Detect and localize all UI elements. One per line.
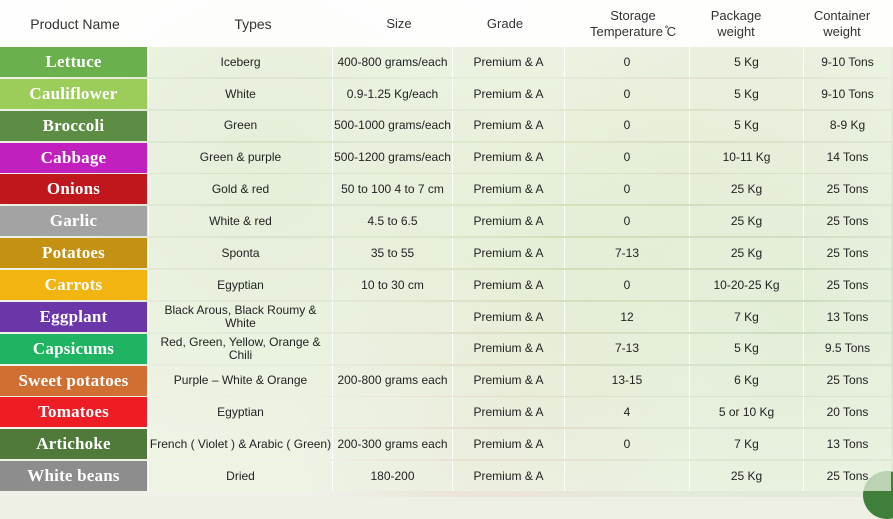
temperature-cell: 7-13	[564, 238, 689, 268]
types-cell: Egyptian	[148, 270, 332, 300]
header-product-name: Product Name	[30, 15, 120, 32]
types-cell: Iceberg	[148, 47, 332, 77]
package-weight-cell: 5 Kg	[689, 111, 803, 141]
container-weight-cell: 14 Tons	[803, 143, 891, 173]
temperature-cell: 0	[564, 174, 689, 204]
product-name-cell: Onions	[0, 174, 147, 204]
package-weight-cell: 25 Kg	[689, 461, 803, 491]
header-types: Types	[234, 15, 272, 32]
header-grade: Grade	[486, 15, 524, 31]
package-weight-cell: 7 Kg	[689, 429, 803, 459]
product-name-cell: White beans	[0, 461, 147, 491]
size-cell	[332, 334, 452, 364]
container-weight-cell: 9-10 Tons	[803, 79, 891, 109]
temperature-cell: 0	[564, 206, 689, 236]
grade-cell: Premium & A	[452, 397, 564, 427]
grade-cell: Premium & A	[452, 270, 564, 300]
product-name-cell: Potatoes	[0, 238, 147, 268]
temperature-cell: 4	[564, 397, 689, 427]
package-weight-cell: 5 Kg	[689, 47, 803, 77]
types-cell: Purple – White & Orange	[148, 366, 332, 396]
table-row	[0, 111, 893, 143]
grade-cell: Premium & A	[452, 143, 564, 173]
temperature-cell: 0	[564, 47, 689, 77]
types-cell: White	[148, 79, 332, 109]
product-name-cell: Garlic	[0, 206, 147, 236]
temperature-cell: 12	[564, 302, 689, 332]
size-cell: 200-300 grams each	[332, 429, 452, 459]
temperature-cell: 0	[564, 111, 689, 141]
types-cell: Sponta	[148, 238, 332, 268]
size-cell: 0.9-1.25 Kg/each	[332, 79, 452, 109]
package-weight-cell: 25 Kg	[689, 238, 803, 268]
size-cell: 400-800 grams/each	[332, 47, 452, 77]
grade-cell: Premium & A	[452, 111, 564, 141]
table-row	[0, 461, 893, 493]
container-weight-cell: 25 Tons	[803, 238, 891, 268]
size-cell	[332, 302, 452, 332]
types-cell: Dried	[148, 461, 332, 491]
container-weight-cell: 25 Tons	[803, 366, 891, 396]
temperature-cell: 13-15	[564, 366, 689, 396]
product-name-cell: Lettuce	[0, 47, 147, 77]
container-weight-cell: 13 Tons	[803, 302, 891, 332]
size-cell: 500-1200 grams/each	[332, 143, 452, 173]
types-cell: Egyptian	[148, 397, 332, 427]
temperature-cell: 0	[564, 143, 689, 173]
package-weight-cell: 10-11 Kg	[689, 143, 803, 173]
container-weight-cell: 13 Tons	[803, 429, 891, 459]
package-weight-cell: 10-20-25 Kg	[689, 270, 803, 300]
temperature-cell: 7-13	[564, 334, 689, 364]
types-cell: Green & purple	[148, 143, 332, 173]
temperature-cell: 0	[564, 429, 689, 459]
table-row	[0, 302, 893, 334]
container-weight-cell: 9.5 Tons	[803, 334, 891, 364]
container-weight-cell: 25 Tons	[803, 270, 891, 300]
grade-cell: Premium & A	[452, 461, 564, 491]
grade-cell: Premium & A	[452, 79, 564, 109]
table-row	[0, 334, 893, 366]
table-row	[0, 429, 893, 461]
product-name-cell: Artichoke	[0, 429, 147, 459]
types-cell: Black Arous, Black Roumy & White	[148, 302, 332, 332]
types-cell: White & red	[148, 206, 332, 236]
table-row	[0, 270, 893, 302]
grade-cell: Premium & A	[452, 429, 564, 459]
package-weight-cell: 5 or 10 Kg	[689, 397, 803, 427]
grade-cell: Premium & A	[452, 238, 564, 268]
product-name-cell: Cabbage	[0, 143, 147, 173]
grade-cell: Premium & A	[452, 334, 564, 364]
table-row	[0, 174, 893, 206]
product-name-cell: Broccoli	[0, 111, 147, 141]
grade-cell: Premium & A	[452, 366, 564, 396]
temperature-cell: 0	[564, 79, 689, 109]
size-cell: 10 to 30 cm	[332, 270, 452, 300]
container-weight-cell: 25 Tons	[803, 461, 891, 491]
product-name-cell: Eggplant	[0, 302, 147, 332]
header-storage-temperature: Storage Temperature ̊C	[590, 7, 676, 39]
table-row	[0, 143, 893, 175]
table-header	[0, 0, 893, 47]
types-cell: Green	[148, 111, 332, 141]
container-weight-cell: 20 Tons	[803, 397, 891, 427]
container-weight-cell: 9-10 Tons	[803, 47, 891, 77]
package-weight-cell: 25 Kg	[689, 206, 803, 236]
size-cell: 35 to 55	[332, 238, 452, 268]
product-name-cell: Cauliflower	[0, 79, 147, 109]
container-weight-cell: 8-9 Kg	[803, 111, 891, 141]
table-row	[0, 238, 893, 270]
table-row	[0, 366, 893, 398]
product-name-cell: Sweet potatoes	[0, 366, 147, 396]
table-row	[0, 206, 893, 238]
size-cell: 500-1000 grams/each	[332, 111, 452, 141]
grade-cell: Premium & A	[452, 174, 564, 204]
types-cell: Gold & red	[148, 174, 332, 204]
container-weight-cell: 25 Tons	[803, 174, 891, 204]
product-name-cell: Capsicums	[0, 334, 147, 364]
types-cell: Red, Green, Yellow, Orange & Chili	[148, 334, 332, 364]
header-package-weight: Package weight	[710, 7, 762, 39]
package-weight-cell: 7 Kg	[689, 302, 803, 332]
container-weight-cell: 25 Tons	[803, 206, 891, 236]
size-cell	[332, 397, 452, 427]
grade-cell: Premium & A	[452, 206, 564, 236]
header-container-weight: Container weight	[813, 7, 871, 39]
package-weight-cell: 25 Kg	[689, 174, 803, 204]
temperature-cell	[564, 461, 689, 491]
size-cell: 4.5 to 6.5	[332, 206, 452, 236]
size-cell: 180-200	[332, 461, 452, 491]
grade-cell: Premium & A	[452, 302, 564, 332]
package-weight-cell: 6 Kg	[689, 366, 803, 396]
package-weight-cell: 5 Kg	[689, 79, 803, 109]
table-row	[0, 47, 893, 79]
product-name-cell: Tomatoes	[0, 397, 147, 427]
product-name-cell: Carrots	[0, 270, 147, 300]
table-row	[0, 397, 893, 429]
package-weight-cell: 5 Kg	[689, 334, 803, 364]
grade-cell: Premium & A	[452, 47, 564, 77]
header-size: Size	[386, 15, 412, 31]
temperature-cell: 0	[564, 270, 689, 300]
size-cell: 50 to 100 4 to 7 cm	[332, 174, 452, 204]
table-row	[0, 79, 893, 111]
types-cell: French ( Violet ) & Arabic ( Green)	[148, 429, 332, 459]
size-cell: 200-800 grams each	[332, 366, 452, 396]
